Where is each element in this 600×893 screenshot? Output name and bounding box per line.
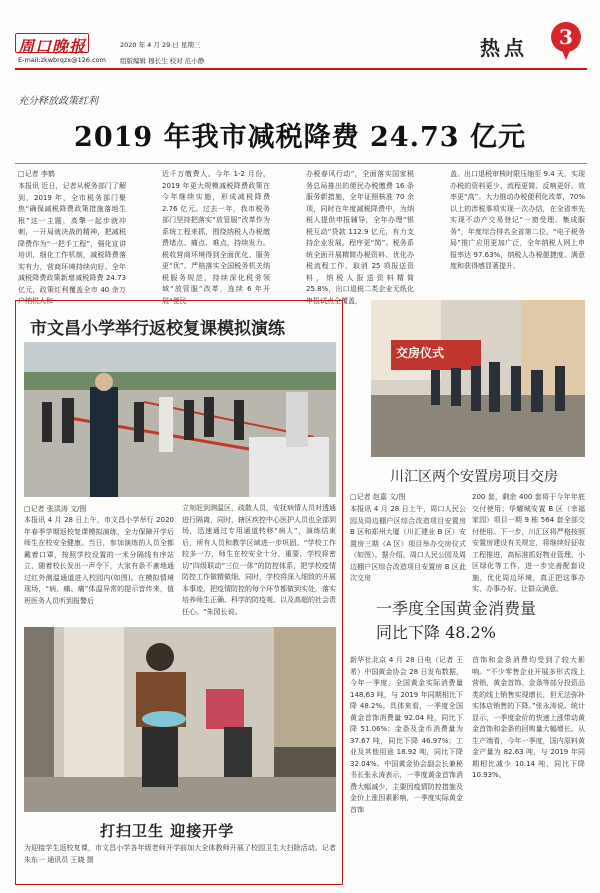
relocation-byline: □记者 赵嘉 文/图 (350, 493, 406, 501)
newspaper-logo: 周口晚报 (18, 37, 87, 56)
gold-headline-line-1: 一季度全国黄金消费量 (376, 599, 537, 618)
lead-kicker: 充分释放政策红利 (18, 96, 98, 107)
lead-column-2: 近千万缴费人。今年 1-2 月份，2019 年更大规模减税降费政策在今年继续实施，形成减税降费 2.76 亿元。过去一年，我市税务部门坚持把落实“放管服”改革作为系统工程来抓，围绕纳税人办税缴费堵点、痛点、难点，持续发力。税收营商环境得到全面优化。服务更“优”。严格落实全国税务机关纳税服务规范，持续深化税务领域“放管服”改革，连续 6 年开展“便民 (162, 170, 270, 305)
cleaning-photo-title: 打扫卫生 迎接开学 (100, 822, 235, 840)
headline-rule (15, 163, 587, 164)
editor-credits: 组版编辑 穆长生 校对 范小静 (120, 57, 205, 65)
school-headline: 市文昌小学举行返校复课模拟演练 (30, 319, 285, 339)
date-line: 2020 年 4 月 29 日 星期三 (120, 41, 201, 49)
lead-column-4: 盖。出口退税审核时限压缩至 9.4 天，实现办税的资料更少、流程更简、反响更好。效率更“高”。大力推动办税便利化改革，70% 以上的涉税事项实现一次办结，在全省率先实现不动产交易登记“一窗受理、集成服务”，年度综合排名全省第二位。“电子税务局”推广应用更加广泛，全年纳税人网上申报率达 97.63%，纳税人办税便捷度、满意度和获得感显著提升。 (450, 170, 585, 270)
lead-byline: □记者 李鹤 (18, 170, 55, 178)
school-column-2: 立刻赶到测温区，疏散人员，安抚病情人员对透通进行隔离，同时，辖区疾控中心医护人员也全部到场，迅速通过专用通道转移“病人”，演练结束后，所有人员和教学区域进一步巩固。“学校工作较多一方，师生在校安全十分、重要，学校将密切”四级联动”三位一体”的防控体系，把学校疫情防控工作做精做细，同时，学校将深入细致的开展本事迹，把疫情防控的每个环节都做到实处，落实培养师生正确、科学的防疫观、以及高超的社会责任心。“朱园长说。 (182, 504, 336, 616)
ceremony-sign: 交房仪式 (396, 346, 445, 360)
masthead-divider (15, 68, 587, 70)
drill-photo (24, 342, 336, 497)
section-title: 热点 (480, 36, 528, 60)
cleaning-photo-note: 为迎接学生返校复课，市文昌小学各年级老师开学前加大全体教师开展了校园卫生大扫除活动。记者 朱东一 通讯员 王晓 摄 (24, 844, 336, 864)
lead-column-1: 本报讯 近日，记者从税务部门了解到，2019 年，全市税务部门聚焦“确保减税降费政策措施落地生根”这一主题，高擎一起步就冲刺，一开局就决战的精神，把减税降费作为“一把手工程”，强化宣讲培训，细化工作机制，减税降费落实有力，营商环境持续向好。全年减税降费政策新增减税降费 24.73 亿元，政策红利覆盖全市 40 余万户纳税人和 (18, 182, 126, 305)
gold-column-2: 首饰和金条消费均受到了较大影响。“不少零售企业开展多形式线上营销，黄金首饰、金条等部分投资品类的线上销售实现增长，但无法弥补实体店销售的下降。”张永涛说。统计显示，一季度金价的快速上涨带动黄金首饰和金条的回购量大幅增长。从生产端看，今年一季度，国内原料黄金产量为 82.63 吨，与 2019 年同期相比减少 10.14 吨，同比下降 10.93%。 (472, 656, 585, 779)
contact-email: E-mail:zkwbrqzx@126.com (18, 56, 106, 64)
gold-headline-line-2: 同比下降 48.2% (376, 623, 496, 642)
page-number-badge: 3 (551, 22, 581, 52)
handover-ceremony-photo (371, 300, 585, 457)
lead-headline: 2019 年我市减税降费 24.73 亿元 (74, 122, 526, 153)
school-byline: □记者 张洪涛 文/图 (24, 505, 87, 513)
relocation-column-1: 本报讯 4 月 28 日上午，周口人民公园及周边棚户区综合改造项目安置房 B 区和郑州大厦（川汇建业 B 区）安置房三期（A 区）项目举办交房仪式（如图）。据介绍，周口人民公园及周边棚户区综合改造项目安置房 B 区此次交房 (350, 505, 466, 582)
relocation-column-2: 200 套，剩余 400 套将于今年年底交付使用；华耀城安置 B 区（幸福家园）项目一期 9 栋 564 套全部交付使用。下一步，川汇区将严格按照安置房建设有关规定，将继续好征收工程推进，高标准抓好物业管理、小区绿化等工作，进一步完善配套设施，优化周边环境，真正把这事办实、办事办好、让群众满意。 (472, 493, 585, 593)
cleaning-photo (24, 627, 336, 812)
gold-column-1: 新华社北京 4 月 28 日电（记者 王希）中国黄金协会 28 日发布数据，今年一季度，全国黄金实际消费量 148.63 吨，与 2019 年同期相比下降 48.2%。具体来看，一季度全国黄金首饰消费量 92.04 吨，同比下降 51.06%；金条及金币消费量为 37.67 吨，同比下降 46.97%；工业及其他用途 18.92 吨，同比下降 32.04%。中国黄金协会副会长兼秘书长张永涛表示，一季度黄金首饰消费大幅减少，主要因疫情防控措施及金价上涨因素影响，一季度实际黄金首饰 (350, 656, 463, 814)
lead-column-3: 办税春风行动”，全面落实国家税务总局推出的便民办税缴费 16 条服务新措施，全年证照核准 70 余项，同时在年度减税降费中，为纳税人提供申报辅导，全年办理“银税互动”贷款 112.9 亿元，有力支持企业发展。程序更“简”。税务系统全面开展精简办税资料、优化办税流程工作，取消 25 项报送资料，纳税人报送资料精简 25.8%，出口退税二类企业无纸化申报试点全覆盖， (306, 170, 414, 305)
school-column-1: 本报讯 4 月 28 日上午，市文昌小学举行 2020 年春季学期返校复课模拟演练，全力保障开学后师生在校安全健康。当日，参加演练的人员全都戴着口罩，按照学校设置的一米分隔线有序站立，随着校长发出一声令下，大家有条不紊地通过红外测温通道进入校园内(如图)。在模拟情境现场，“病、痛、痛”体温异常的提示音传来，值班医务人员听到报警后 (24, 516, 174, 605)
relocation-headline: 川汇区两个安置房项目交房 (390, 469, 558, 485)
